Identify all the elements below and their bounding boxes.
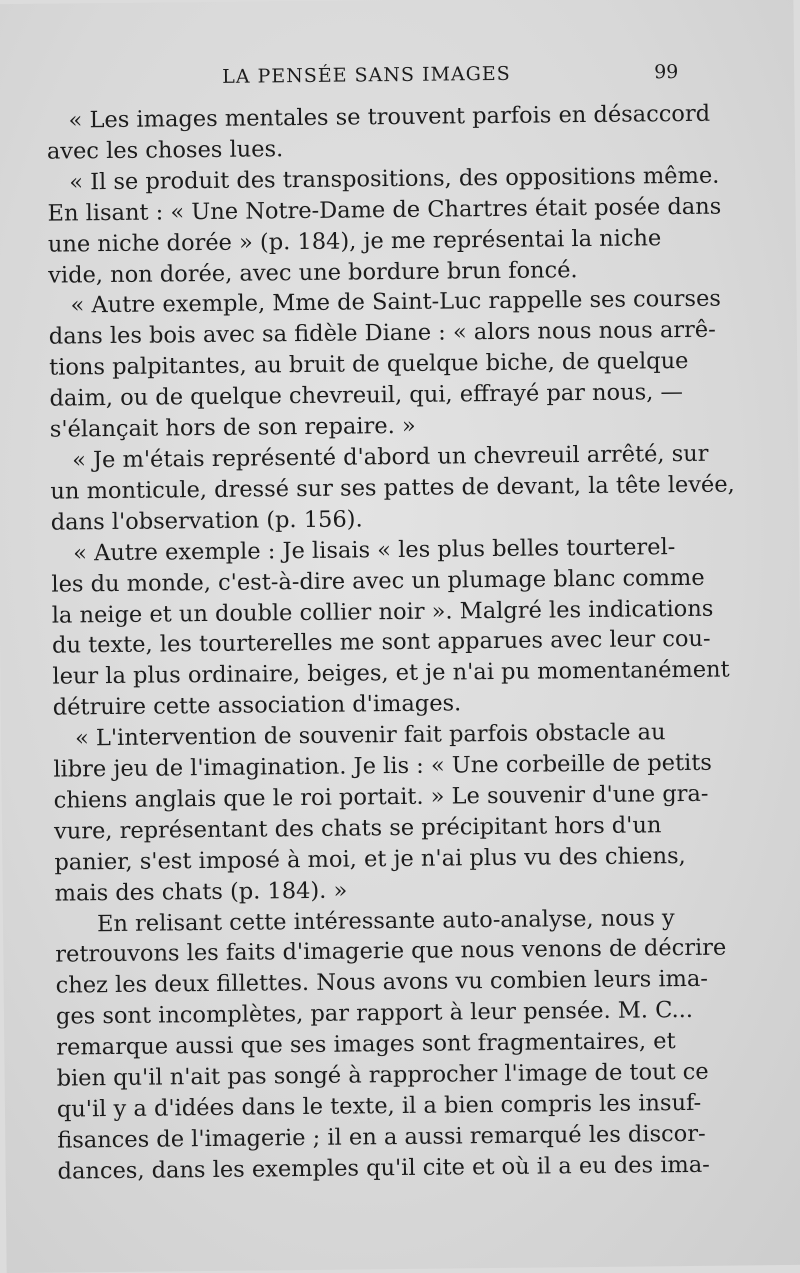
text-line: dans les bois avec sa fidèle Diane : « alors nous nous arrê- [48, 317, 716, 351]
text-line: qu'il y a d'idées dans le texte, il a bien compris les insuf- [56, 1089, 702, 1123]
text-line: daim, ou de quelque chevreuil, qui, effrayé par nous, — [49, 379, 684, 412]
text-line: bien qu'il n'ait pas songé à rapprocher l'image de tout ce [56, 1058, 709, 1092]
text-line: remarque aussi que ses images sont fragmentaires, et [56, 1028, 676, 1061]
paragraph [50, 439, 735, 539]
paragraph [48, 284, 722, 445]
paragraph [53, 717, 715, 909]
paragraph [46, 99, 711, 168]
text-line: un monticule, dressé sur ses pattes de devant, la tête levée, [50, 471, 735, 505]
text-line: « Je m'étais représenté d'abord un chevreuil arrêté, sur [72, 440, 709, 474]
text-line: chez les deux fillettes. Nous avons vu combien leurs ima- [55, 966, 709, 999]
text-line: libre jeu de l'imagination. Je lis : « Une corbeille de petits [53, 749, 712, 783]
page-number: 99 [654, 61, 679, 84]
text-line: dans l'observation (p. 156). [50, 506, 363, 536]
text-line: leur la plus ordinaire, beiges, et je n'ai pu momentanément [52, 656, 730, 690]
text-line: tions palpitantes, au bruit de quelque biche, de quelque [49, 348, 689, 381]
text-line: « Il se produit des transpositions, des oppositions même. [69, 162, 720, 196]
running-header [0, 60, 794, 94]
text-line: la neige et un double collier noir ». Malgré les indications [51, 595, 714, 629]
text-line: une niche dorée » (p. 184), je me représentai la niche [47, 224, 662, 258]
text-line: En relisant cette intéressante auto-analyse, nous y [96, 904, 675, 937]
text-line: ges sont incomplètes, par rapport à leur pensée. M. C... [55, 997, 694, 1030]
text-line: avec les choses lues. [46, 136, 284, 165]
text-line: En lisant : « Une Notre-Dame de Chartres était posée dans [47, 193, 722, 227]
text-line: « L'intervention de souvenir fait parfois obstacle au [74, 719, 666, 752]
paragraph [47, 161, 722, 292]
running-title: LA PENSÉE SANS IMAGES [222, 62, 511, 88]
paragraph [55, 902, 727, 1187]
text-line: dances, dans les exemples qu'il cite et où il a eu des ima- [57, 1151, 710, 1185]
paragraph [51, 531, 730, 723]
text-line: les du monde, c'est-à-dire avec un plumage blanc comme [51, 564, 705, 598]
text-line: du texte, les tourterelles me sont apparues avec leur cou- [51, 626, 711, 660]
text-line: détruire cette association d'images. [52, 690, 462, 721]
text-line: « Les images mentales se trouvent parfois en désaccord [68, 100, 711, 134]
body-text [46, 99, 735, 1188]
text-line: s'élançait hors de son repaire. » [49, 412, 416, 443]
text-line: « Autre exemple : Je lisais « les plus belles tourterel- [72, 533, 676, 567]
text-line: fisances de l'imagerie ; il en a aussi remarqué les discor- [57, 1120, 706, 1154]
text-line: mais des chats (p. 184). » [54, 877, 348, 907]
text-line: « Autre exemple, Mme de Saint-Luc rappelle ses courses [70, 286, 722, 319]
text-line: retrouvons les faits d'imagerie que nous venons de décrire [55, 935, 727, 969]
text-line: panier, s'est imposé à moi, et je n'ai plus vu des chiens, [54, 842, 686, 876]
text-line: chiens anglais que le roi portait. » Le souvenir d'une gra- [53, 780, 709, 814]
text-line: vide, non dorée, avec une bordure brun foncé. [48, 256, 578, 289]
text-line: vure, représentant des chats se précipitant hors d'un [53, 812, 662, 845]
